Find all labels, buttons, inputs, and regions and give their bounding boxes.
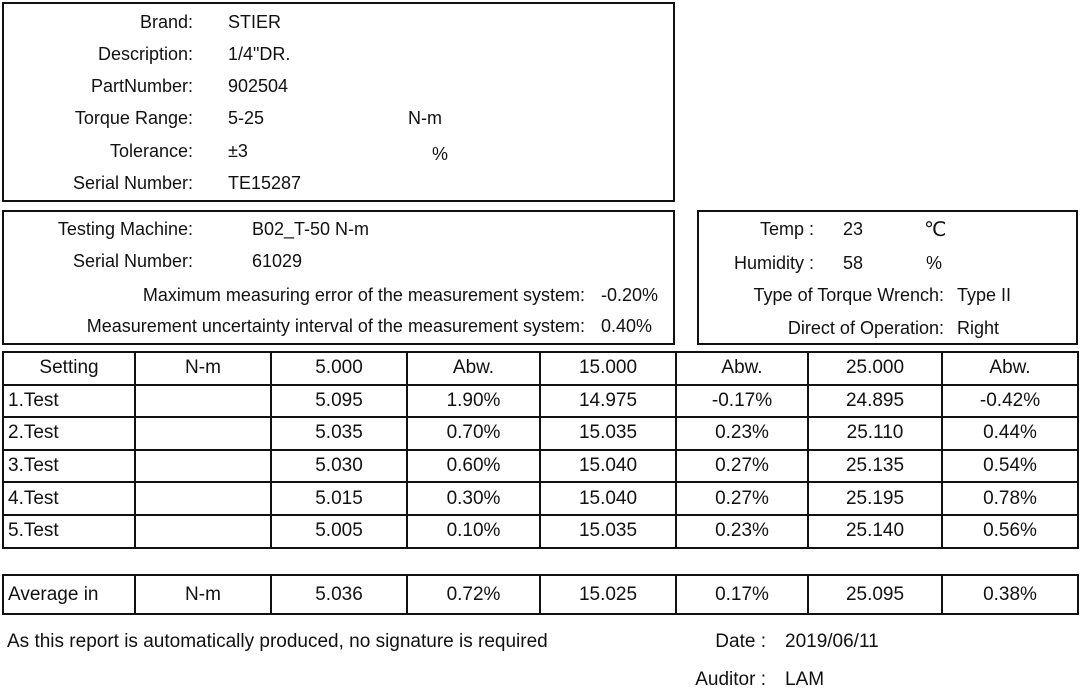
table-cell: 15.040 <box>540 450 676 483</box>
direction-label: Direct of Operation: <box>787 318 944 338</box>
date-label: Date : <box>715 631 766 652</box>
table-cell: 0.27% <box>676 482 808 515</box>
description-label: Description: <box>97 44 193 64</box>
results-table <box>2 351 1079 549</box>
table-row <box>3 385 1078 418</box>
table-cell: 0.56% <box>942 515 1078 548</box>
row-label: 4.Test <box>3 482 135 515</box>
signature-note: As this report is automatically produced, no signature is required <box>7 631 548 652</box>
header-cell: Setting <box>3 352 135 385</box>
uncertainty-value: 0.40% <box>601 316 653 336</box>
table-cell: 0.23% <box>676 515 808 548</box>
direction-value: Right <box>957 318 1000 338</box>
humidity-label: Humidity : <box>733 253 814 273</box>
table-cell: 25.135 <box>808 450 942 483</box>
table-cell: 5.005 <box>271 515 407 548</box>
average-cell: N-m <box>135 575 271 614</box>
header-cell: 25.000 <box>808 352 942 385</box>
table-row <box>3 515 1078 548</box>
table-cell: 5.095 <box>271 385 407 418</box>
average-cell: 0.38% <box>942 575 1078 614</box>
part-number-label: PartNumber: <box>90 76 193 96</box>
table-cell: 0.23% <box>676 417 808 450</box>
tolerance-value: ±3 <box>228 141 248 161</box>
temp-label: Temp : <box>759 219 814 239</box>
testing-machine-value: B02_T-50 N-m <box>252 219 370 239</box>
tolerance-unit: % <box>432 144 449 164</box>
table-cell: 15.035 <box>540 417 676 450</box>
serial-number-label: Serial Number: <box>72 173 193 193</box>
table-cell: 14.975 <box>540 385 676 418</box>
auditor-label: Auditor : <box>695 669 766 690</box>
average-cell: 15.025 <box>540 575 676 614</box>
max-error-value: -0.20% <box>601 285 659 305</box>
row-label: 3.Test <box>3 450 135 483</box>
torque-range-label: Torque Range: <box>74 108 193 128</box>
description-value: 1/4"DR. <box>228 44 291 64</box>
table-row <box>3 417 1078 450</box>
average-label: Average in <box>3 575 135 614</box>
max-error-label: Maximum measuring error of the measurement system: <box>142 285 585 305</box>
table-cell: 25.110 <box>808 417 942 450</box>
table-cell: 5.030 <box>271 450 407 483</box>
table-cell: 1.90% <box>407 385 540 418</box>
average-table <box>2 574 1079 615</box>
row-label: 1.Test <box>3 385 135 418</box>
header-cell: 15.000 <box>540 352 676 385</box>
table-cell <box>135 482 271 515</box>
table-cell: 0.78% <box>942 482 1078 515</box>
auditor-value: LAM <box>785 669 825 690</box>
row-label: 5.Test <box>3 515 135 548</box>
table-cell: 25.195 <box>808 482 942 515</box>
average-cell: 25.095 <box>808 575 942 614</box>
tolerance-label: Tolerance: <box>109 141 193 161</box>
table-cell <box>135 450 271 483</box>
uncertainty-label: Measurement uncertainty interval of the measurement system: <box>86 316 585 336</box>
average-cell: 0.17% <box>676 575 808 614</box>
table-cell <box>135 417 271 450</box>
table-cell: 0.44% <box>942 417 1078 450</box>
average-cell: 0.72% <box>407 575 540 614</box>
wrench-type-label: Type of Torque Wrench: <box>753 285 944 305</box>
brand-label: Brand: <box>139 12 193 32</box>
date-value: 2019/06/11 <box>785 631 879 652</box>
humidity-value: 58 <box>843 253 864 273</box>
table-header-row <box>3 352 1078 385</box>
wrench-type-value: Type II <box>957 285 1012 305</box>
temp-value: 23 <box>843 219 864 239</box>
average-cell: 5.036 <box>271 575 407 614</box>
testing-machine-label: Testing Machine: <box>57 219 193 239</box>
part-number-value: 902504 <box>228 76 289 96</box>
brand-value: STIER <box>228 12 282 32</box>
table-cell: 0.30% <box>407 482 540 515</box>
torque-range-unit: N-m <box>408 108 442 128</box>
table-cell <box>135 385 271 418</box>
table-cell: 15.040 <box>540 482 676 515</box>
table-cell: -0.17% <box>676 385 808 418</box>
table-cell: 5.035 <box>271 417 407 450</box>
header-cell: Abw. <box>942 352 1078 385</box>
table-cell: 25.140 <box>808 515 942 548</box>
serial-number-value: TE15287 <box>228 173 302 193</box>
header-cell: N-m <box>135 352 271 385</box>
header-cell: Abw. <box>407 352 540 385</box>
header-cell: Abw. <box>676 352 808 385</box>
table-cell: 0.10% <box>407 515 540 548</box>
table-cell: 15.035 <box>540 515 676 548</box>
table-cell: 5.015 <box>271 482 407 515</box>
torque-range-value: 5-25 <box>228 108 265 128</box>
header-cell: 5.000 <box>271 352 407 385</box>
humidity-unit: % <box>926 253 943 273</box>
table-row <box>3 450 1078 483</box>
table-cell: 0.27% <box>676 450 808 483</box>
temp-unit: ℃ <box>924 219 947 241</box>
machine-serial-label: Serial Number: <box>72 251 193 271</box>
table-cell: 0.54% <box>942 450 1078 483</box>
row-label: 2.Test <box>3 417 135 450</box>
table-cell: 24.895 <box>808 385 942 418</box>
machine-serial-value: 61029 <box>252 251 303 271</box>
table-cell: 0.70% <box>407 417 540 450</box>
table-cell: 0.60% <box>407 450 540 483</box>
table-cell: -0.42% <box>942 385 1078 418</box>
table-cell <box>135 515 271 548</box>
average-row <box>3 575 1078 614</box>
table-row <box>3 482 1078 515</box>
